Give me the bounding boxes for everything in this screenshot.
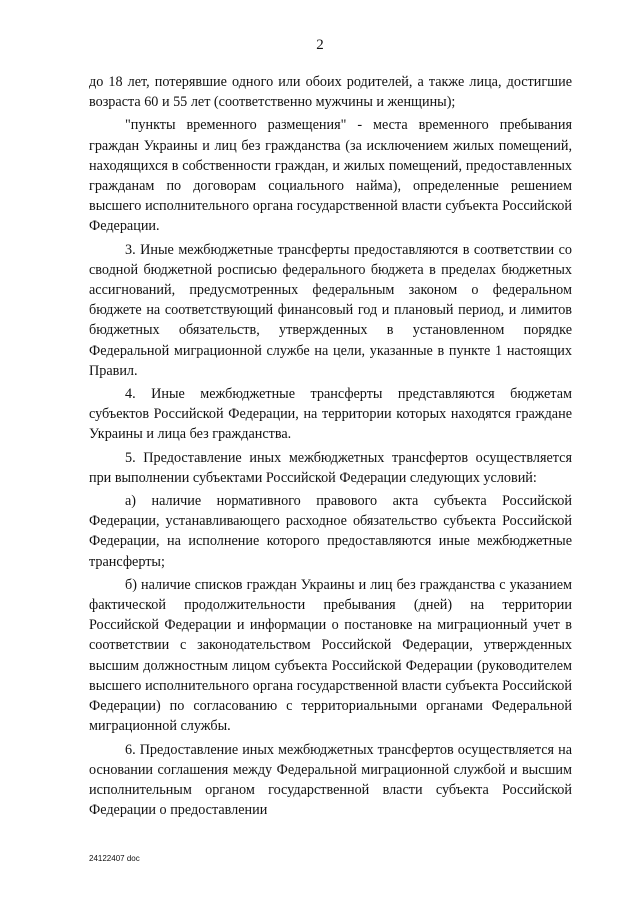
paragraph-item-6: 6. Предоставление иных межбюджетных трансфертов осуществляется на основании соглашения между Федеральной миграционной службой и высшим исполнительным органом государственной власти субъекта Российской Федерации о предоставлении	[89, 741, 572, 819]
paragraph-item-5b: б) наличие списков граждан Украины и лиц без гражданства с указанием фактической продолжительности пребывания (дней) на территории Российской Федерации и информации о постановке на миграционный учет в соответствии с законодательством Российской Федерации, утвержденных высшим должностным лицом субъекта Российской Федерации (руководителем высшего исполнительного органа государственной власти субъекта Российской Федерации) по согласованию с территориальными органами Федеральной миграционной службы.	[89, 576, 572, 735]
paragraph-item-4: 4. Иные межбюджетные трансферты представляются бюджетам субъектов Российской Федерации, на территории которых находятся граждане Украины и лица без гражданства.	[89, 386, 572, 443]
paragraph-item-5a: а) наличие нормативного правового акта субъекта Российской Федерации, устанавливающего расходное обязательство субъекта Российской Федерации, на исполнение которого предоставляются иные межбюджетные трансферты;	[89, 493, 572, 570]
page-number: 2	[316, 37, 324, 53]
document-footer-code: 24122407 doc	[89, 854, 140, 863]
paragraph-item-5: 5. Предоставление иных межбюджетных трансфертов осуществляется при выполнении субъектами Российской Федерации следующих условий:	[89, 449, 572, 486]
document-body	[89, 72, 572, 823]
paragraph-definition-temporary-placement: "пункты временного размещения" - места временного пребывания граждан Украины и лиц без гражданства (за исключением жилых помещений, находящихся в собственности граждан, и жилых помещений, предоставленных гражданам по договорам социального найма), определенные решением высшего исполнительного органа государственной власти субъекта Российской Федерации.	[89, 117, 572, 235]
paragraph-item-3: 3. Иные межбюджетные трансферты предоставляются в соответствии со сводной бюджетной росписью федерального бюджета в пределах бюджетных ассигнований, предусмотренных федеральным законом о федеральном бюджете на соответствующий финансовый год и плановый период, и лимитов бюджетных обязательств, утвержденных в установленном порядке Федеральной миграционной службе на цели, указанные в пункте 1 настоящих Правил.	[89, 241, 572, 379]
paragraph-continuation: до 18 лет, потерявшие одного или обоих родителей, а также лица, достигшие возраста 60 и 55 лет (соответственно мужчины и женщины);	[89, 74, 572, 111]
